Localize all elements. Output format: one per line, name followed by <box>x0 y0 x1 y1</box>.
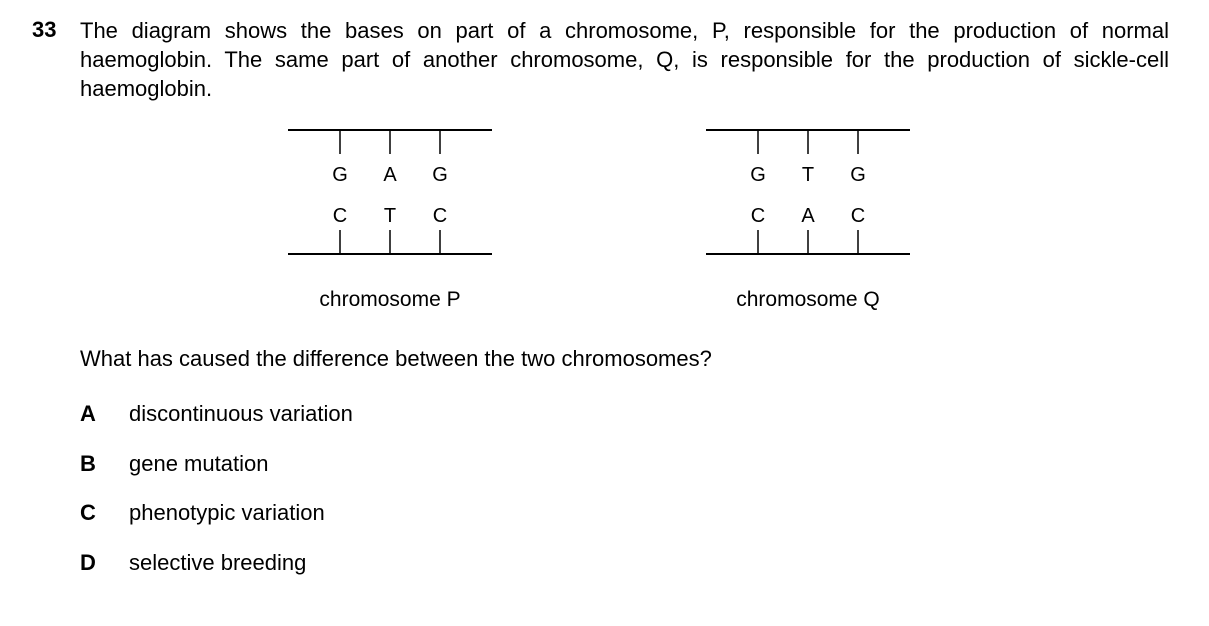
chromosome-p-bottom-base-3: C <box>432 205 448 227</box>
question-stem: The diagram shows the bases on part of a chromosome, P, responsible for the production of normal haemoglobin. The same part of another chromosome, Q, is responsible for the production of sickle-cell haemoglobin. <box>80 18 1169 101</box>
chromosome-q-label: chromosome Q <box>736 288 880 311</box>
chromosome-q <box>706 130 910 311</box>
chromosome-q-top-base-3: G <box>850 164 866 186</box>
question-prompt: What has caused the difference between the two chromosomes? <box>80 346 712 371</box>
chromosome-p-bottom-base-1: C <box>332 205 348 227</box>
chromosome-p <box>288 130 492 311</box>
option-b-text: gene mutation <box>129 451 269 476</box>
chromosome-p-label: chromosome P <box>319 288 461 311</box>
option-a-letter: A <box>80 401 96 426</box>
question-number: 33 <box>32 17 57 42</box>
chromosome-q-top-base-1: G <box>750 164 766 186</box>
option-c-text: phenotypic variation <box>129 500 325 525</box>
option-a[interactable] <box>80 399 353 429</box>
option-d[interactable] <box>80 548 306 578</box>
option-b[interactable] <box>80 449 268 479</box>
chromosome-p-top-base-2: A <box>383 164 397 186</box>
chromosome-q-bottom-base-1: C <box>750 205 766 227</box>
option-b-letter: B <box>80 451 96 476</box>
chromosome-q-bottom-base-3: C <box>850 205 866 227</box>
option-a-text: discontinuous variation <box>129 401 353 426</box>
option-c-letter: C <box>80 500 96 525</box>
chromosome-q-bottom-base-2: A <box>801 205 815 227</box>
chromosome-q-top-base-2: T <box>801 164 815 186</box>
chromosome-p-top-base-3: G <box>432 164 448 186</box>
option-d-letter: D <box>80 550 96 575</box>
option-c[interactable] <box>80 498 325 528</box>
chromosome-p-top-base-1: G <box>332 164 348 186</box>
option-d-text: selective breeding <box>129 550 307 575</box>
chromosome-p-bottom-base-2: T <box>383 205 397 227</box>
